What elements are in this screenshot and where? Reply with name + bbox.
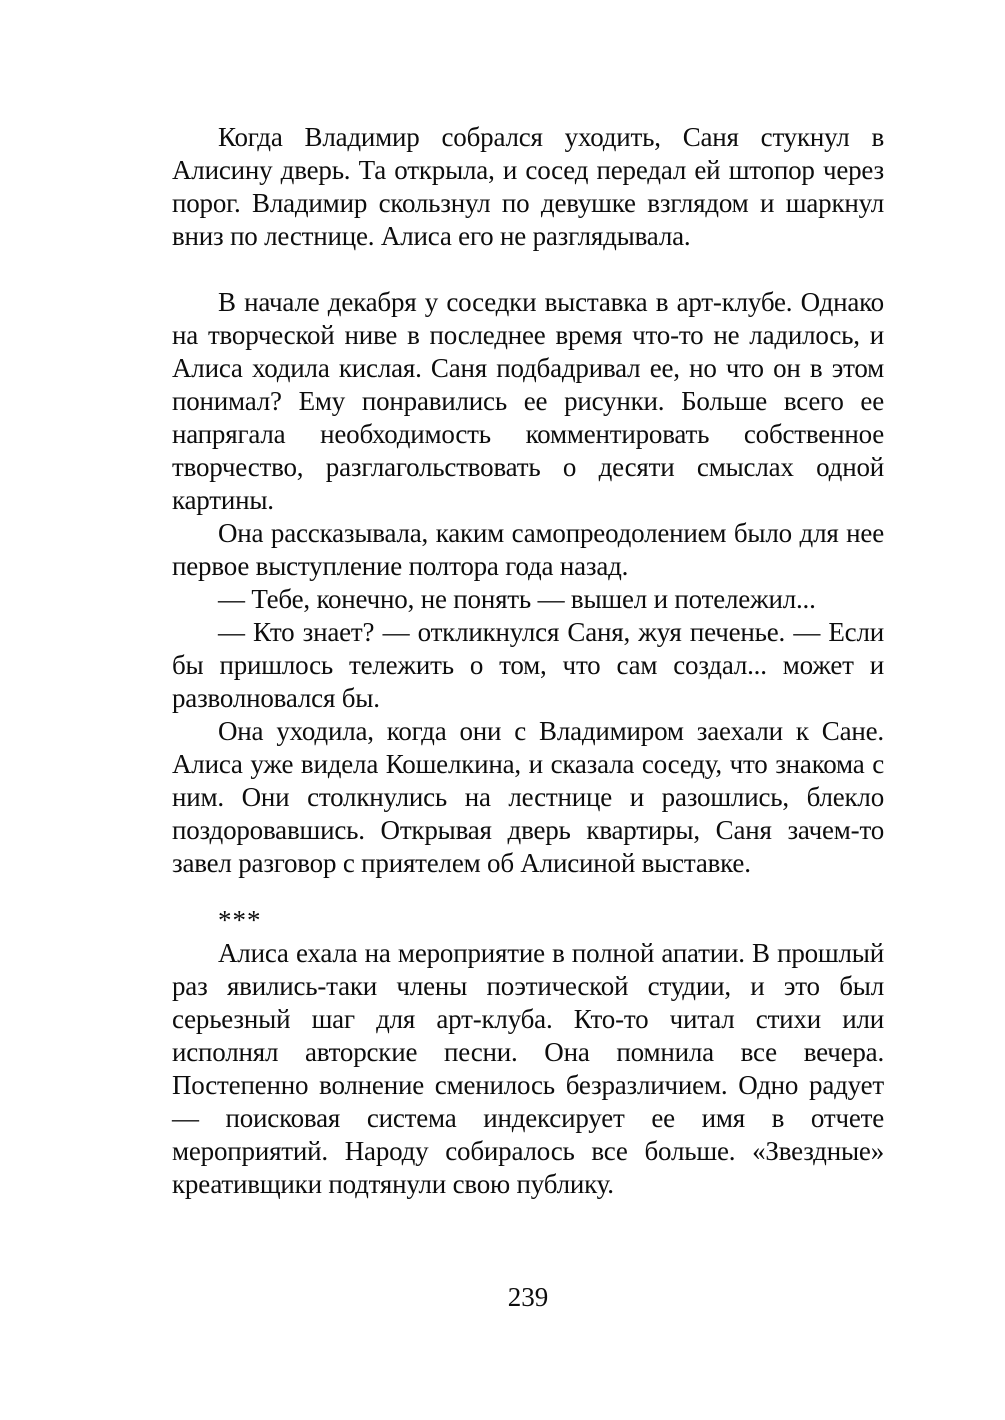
paragraph-4-dialogue: — Тебе, конечно, не понять — вышел и потележил... xyxy=(218,584,816,614)
page-number: 239 xyxy=(507,1282,549,1312)
paragraph-5-dialogue: — Кто знает? — откликнулся Саня, жуя печенье. — Если бы пришлось тележить о том, что сам создал... может и разволновался бы. xyxy=(172,617,884,713)
paragraph-1: Когда Владимир собрался уходить, Саня стукнул в Алисину дверь. Та открыла, и сосед передал ей штопор через порог. Владимир скользнул по девушке взглядом и шаркнул вниз по лестнице. Алиса его не разглядывала. xyxy=(172,122,884,251)
scene-separator: *** xyxy=(218,905,262,935)
paragraph-6: Она уходила, когда они с Владимиром заехали к Сане. Алиса уже видела Кошелкина, и сказала соседу, что знакома с ним. Они столкнулись на лестнице и разошлись, блекло поздоровавшись. Открывая дверь квартиры, Саня зачем-то завел разговор с приятелем об Алисиной выставке. xyxy=(172,716,884,878)
paragraph-2: В начале декабря у соседки выставка в арт-клубе. Однако на творческой ниве в последнее время что-то не ладилось, и Алиса ходила кислая. Саня подбадривал ее, но что он в этом понимал? Ему понравились ее рисунки. Больше всего ее напрягала необходимость комментировать собственное творчество, разглагольствовать о десяти смыслах одной картины. xyxy=(172,287,884,515)
paragraph-7: Алиса ехала на мероприятие в полной апатии. В прошлый раз явились-таки члены поэтической студии, и это был серьезный шаг для арт-клуба. Кто-то читал стихи или исполнял авторские песни. Она помнила все вечера. Постепенно волнение сменилось безразличием. Одно радует — поисковая система индексирует ее имя в отчете мероприятий. Народу собиралось все больше. «Звездные» креативщики подтянули свою публику. xyxy=(172,938,884,1199)
text-block xyxy=(172,121,884,1201)
paragraph-3: Она рассказывала, каким самопреодолением было для нее первое выступление полтора года назад. xyxy=(172,518,884,581)
